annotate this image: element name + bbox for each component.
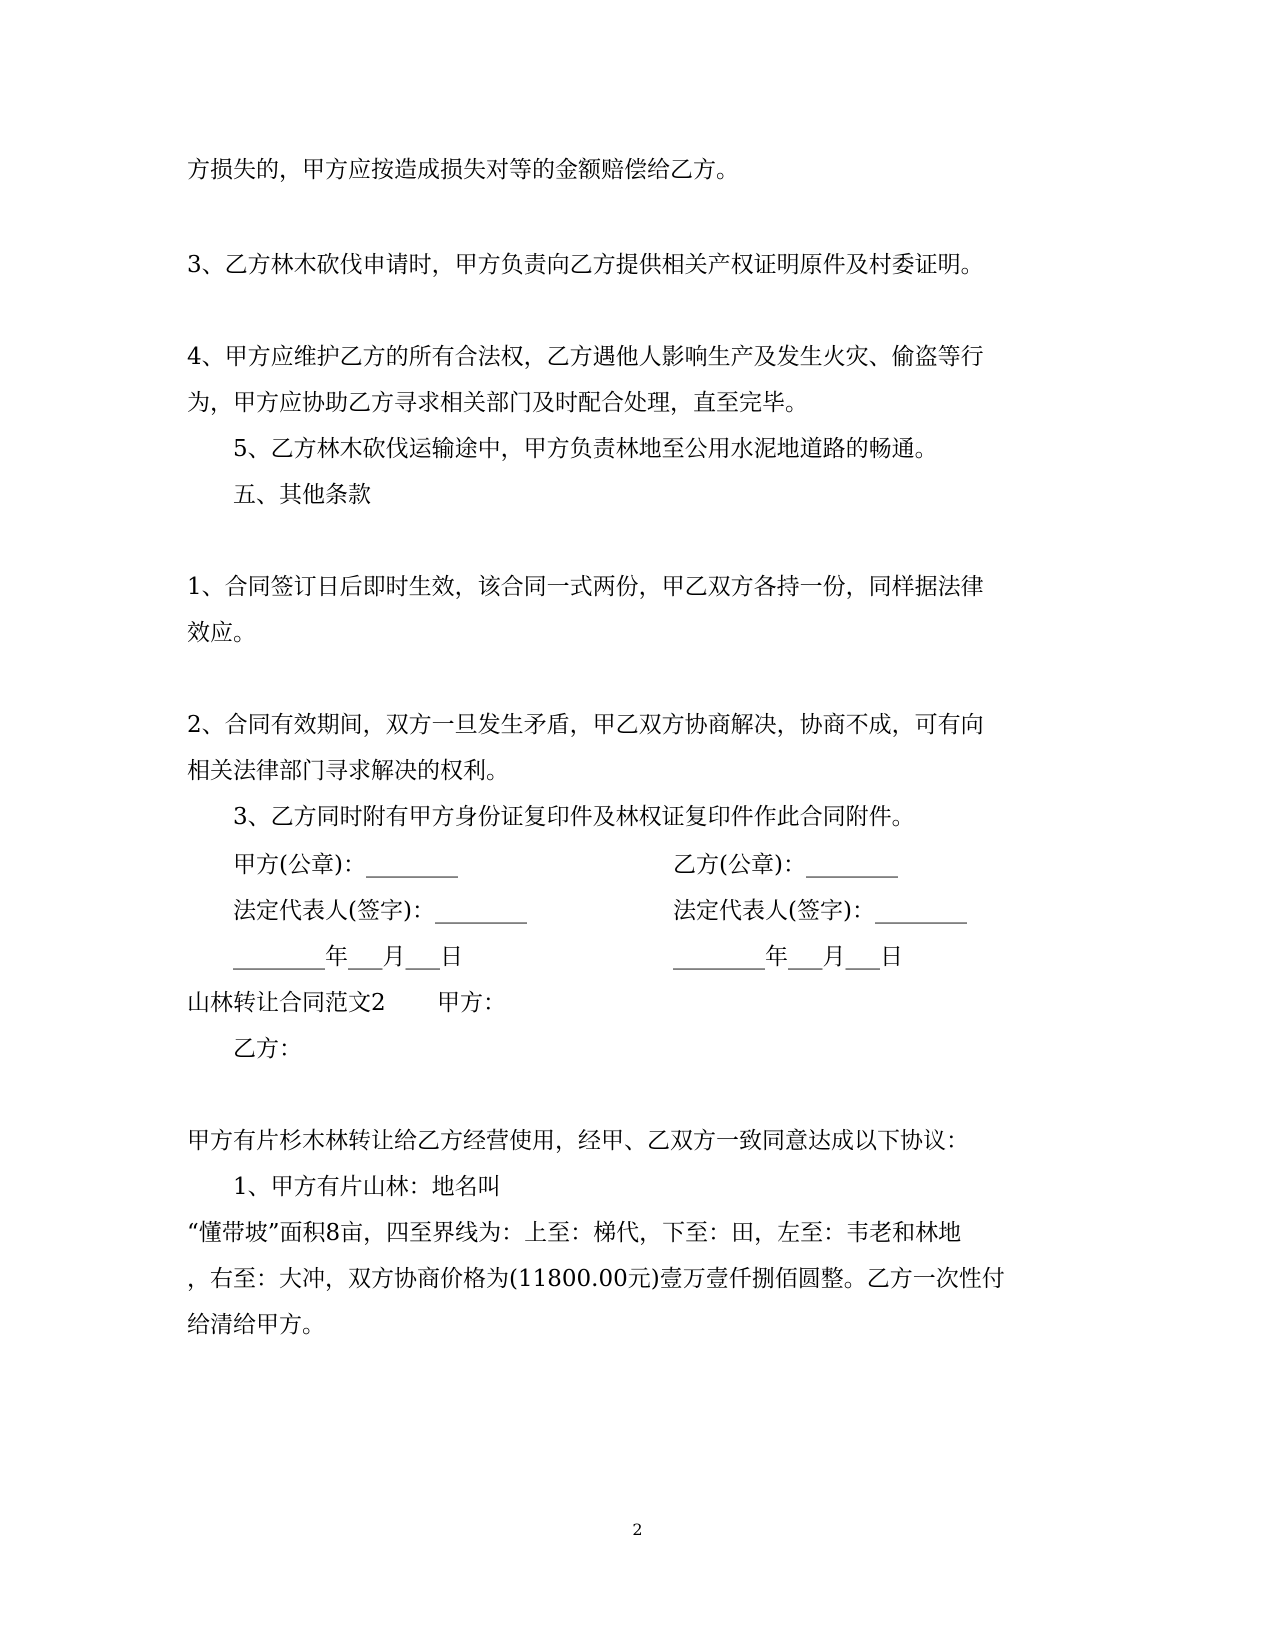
clause-5-3: 3、乙方同时附有甲方身份证复印件及林权证复印件作此合同附件。 [233, 804, 915, 830]
clause-4-4-line1: 4、甲方应维护乙方的所有合法权，乙方遇他人影响生产及发生火灾、偷盗等行 [187, 344, 984, 370]
clause-4-5: 5、乙方林木砍伐运输途中，甲方负责林地至公用水泥地道路的畅通。 [233, 436, 938, 462]
sample-2-preamble: 甲方有片杉木林转让给乙方经营使用，经甲、乙双方一致同意达成以下协议： [187, 1128, 969, 1154]
party-b-representative-line: 法定代表人(签字)：________ [673, 898, 967, 924]
paragraph-compensation: 方损失的，甲方应按造成损失对等的金额赔偿给乙方。 [187, 157, 739, 183]
party-a-representative-line: 法定代表人(签字)：________ [233, 898, 527, 924]
sample-2-clause-1-line4: 给清给甲方。 [187, 1312, 325, 1338]
clause-5-2-line1: 2、合同有效期间，双方一旦发生矛盾，甲乙双方协商解决，协商不成，可有向 [187, 712, 984, 738]
sample-2-party-b-label: 乙方： [233, 1036, 302, 1062]
sample-2-clause-1-line2: “懂带坡”面积8亩，四至界线为：上至：梯代，下至：田，左至：韦老和林地 [187, 1220, 962, 1246]
clause-5-1-line1: 1、合同签订日后即时生效，该合同一式两份，甲乙双方各持一份，同样据法律 [187, 574, 984, 600]
party-a-seal-line: 甲方(公章)：________ [233, 852, 458, 878]
clause-4-4-line2: 为，甲方应协助乙方寻求相关部门及时配合处理，直至完毕。 [187, 390, 808, 416]
clause-4-3: 3、乙方林木砍伐申请时，甲方负责向乙方提供相关产权证明原件及村委证明。 [187, 252, 984, 278]
clause-5-2-line2: 相关法律部门寻求解决的权利。 [187, 758, 509, 784]
clause-5-1-line2: 效应。 [187, 620, 256, 646]
sample-2-clause-1-line1: 1、甲方有片山林：地名叫 [233, 1174, 501, 1200]
party-b-date-line: ________年___月___日 [673, 944, 903, 970]
page-number: 2 [632, 1520, 643, 1539]
sample-2-clause-1-line3: ，右至：大冲，双方协商价格为(11800.00元)壹万壹仟捌佰圆整。乙方一次性付 [187, 1266, 1005, 1292]
party-b-seal-line: 乙方(公章)：________ [673, 852, 898, 878]
section-heading-other-terms: 五、其他条款 [233, 482, 371, 508]
sample-2-party-a-label: 甲方： [437, 990, 506, 1016]
sample-2-title: 山林转让合同范文2 [187, 990, 386, 1016]
party-a-date-line: ________年___月___日 [233, 944, 463, 970]
